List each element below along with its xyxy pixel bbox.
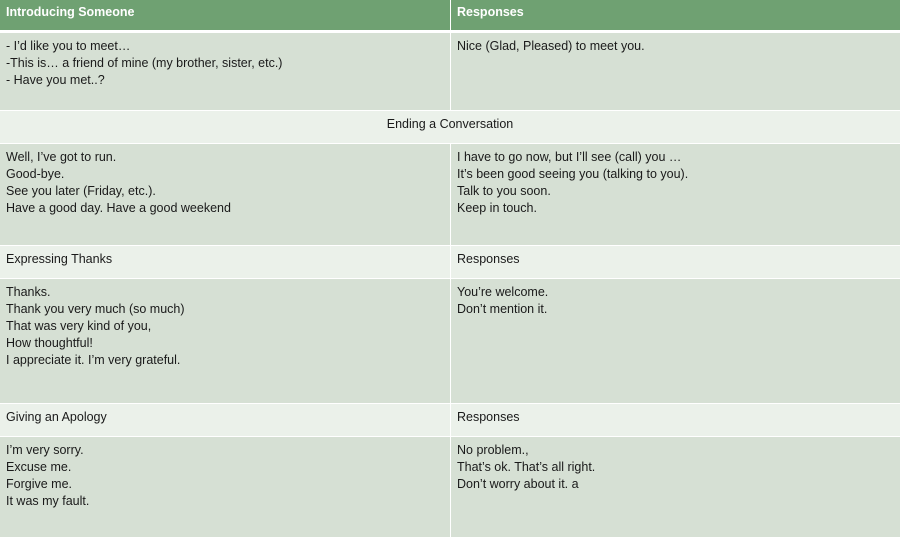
- introducing-phrases: - I’d like you to meet… -This is… a friend of mine (my brother, sister, etc.) - Have you met..?: [0, 33, 451, 110]
- thanks-responses: You’re welcome. Don’t mention it.: [451, 279, 900, 403]
- header-introducing-someone: Introducing Someone: [0, 0, 451, 30]
- thanks-phrases: Thanks. Thank you very much (so much) That was very kind of you, How thoughtful! I appreciate it. I’m very grateful.: [0, 279, 451, 403]
- ending-responses: I have to go now, but I’ll see (call) you … It’s been good seeing you (talking to you). Talk to you soon. Keep in touch.: [451, 144, 900, 245]
- ending-phrases: Well, I’ve got to run. Good-bye. See you later (Friday, etc.). Have a good day. Have a good weekend: [0, 144, 451, 245]
- introducing-responses: Nice (Glad, Pleased) to meet you.: [451, 33, 900, 110]
- ending-conversation-heading: Ending a Conversation: [0, 111, 900, 143]
- thanks-responses-heading: Responses: [451, 246, 900, 278]
- expressing-thanks-heading: Expressing Thanks: [0, 246, 451, 278]
- section-heading-row: [0, 246, 900, 278]
- giving-apology-heading: Giving an Apology: [0, 404, 451, 436]
- table-row: [0, 437, 900, 537]
- table-row: [0, 279, 900, 403]
- header-responses: Responses: [451, 0, 900, 30]
- apology-phrases: I’m very sorry. Excuse me. Forgive me. It was my fault.: [0, 437, 451, 537]
- section-heading-row: [0, 111, 900, 143]
- table-header-row: [0, 0, 900, 30]
- section-heading-row: [0, 404, 900, 436]
- table-row: [0, 144, 900, 245]
- apology-responses: No problem., That’s ok. That’s all right. Don’t worry about it. a: [451, 437, 900, 537]
- table-row: [0, 33, 900, 110]
- apology-responses-heading: Responses: [451, 404, 900, 436]
